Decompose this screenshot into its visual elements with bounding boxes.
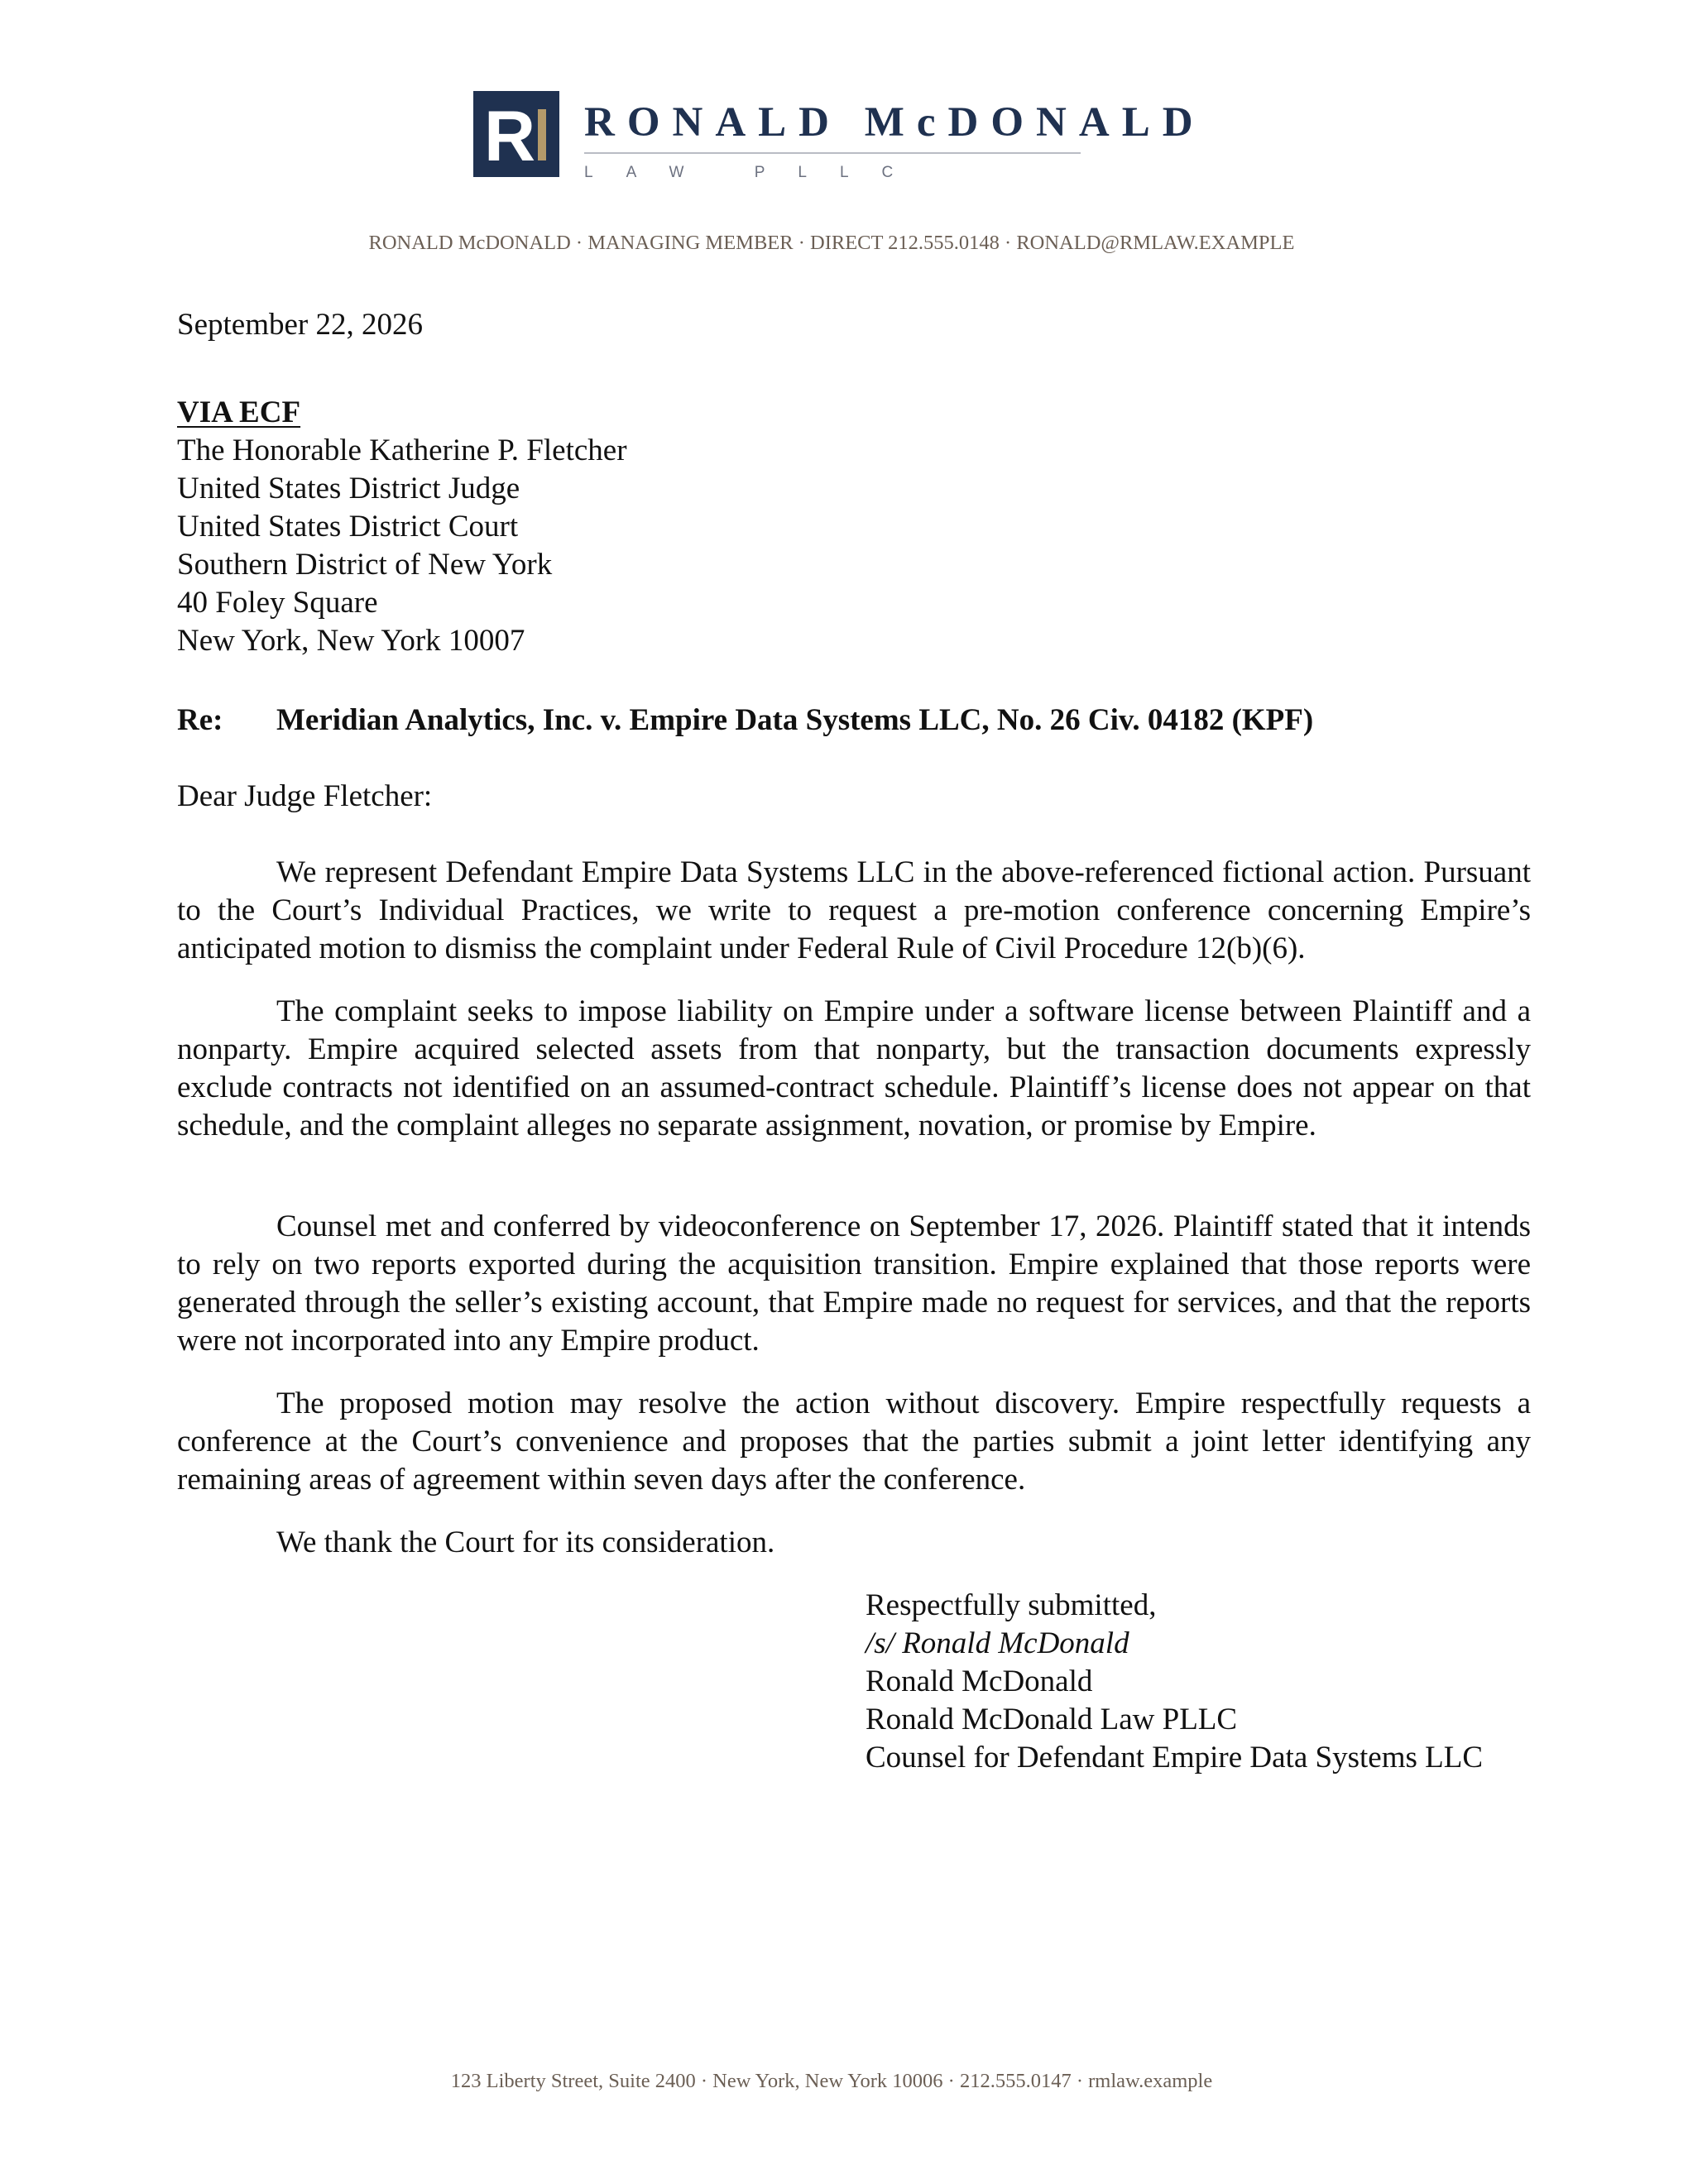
- logo-gold-bar: [538, 109, 546, 160]
- e-signature: /s/ Ronald McDonald: [866, 1626, 1129, 1660]
- firm-name: RONALD McDONALD: [584, 99, 1206, 146]
- signature-block: [866, 1587, 1511, 1777]
- closing: Respectfully submitted,: [866, 1588, 1157, 1622]
- body-paragraph: We thank the Court for its consideration.: [276, 1525, 775, 1559]
- re-label: Re:: [177, 703, 223, 737]
- body-paragraph: The proposed motion may resolve the action without discovery. Empire respectfully requests a conference at the Court’s convenience and proposes that the parties submit a joint letter identifying any remaining areas of agreement within seven days after the conference.: [177, 1387, 1531, 1497]
- signer-name: Ronald McDonald: [866, 1664, 1093, 1698]
- brand-divider: [584, 152, 1081, 154]
- recipient-line: New York, New York 10007: [177, 624, 525, 658]
- footer-address: 123 Liberty Street, Suite 2400 · New York, New York 10006 · 212.555.0147 · rmlaw.example: [450, 2070, 1213, 2092]
- letter-date: September 22, 2026: [177, 308, 423, 342]
- recipient-line: 40 Foley Square: [177, 586, 378, 620]
- re-line: [177, 702, 1313, 740]
- firm-subtitle: LAW PLLC: [584, 164, 927, 181]
- recipient-line: United States District Judge: [177, 472, 520, 505]
- body-paragraph: We represent Defendant Empire Data Systems LLC in the above-referenced fictional action. Pursuant to the Court’s Individual Practices, we write to request a pre-motion conference concerning Empire’s anticipated motion to dismiss the complaint under Federal Rule of Civil Procedure 12(b)(6).: [177, 855, 1531, 965]
- rm-monogram-logo-graphic: [473, 91, 559, 177]
- body-paragraph: The complaint seeks to impose liability on Empire under a software license between Plaintiff and a nonparty. Empire acquired selected assets from that nonparty, but the transaction documents expressly exclude contracts not identified on an assumed-contract schedule. Plaintiff’s license does not appear on that schedule, and the complaint alleges no separate assignment, novation, or promise by Empire.: [177, 994, 1531, 1142]
- recipient-line: The Honorable Katherine P. Fletcher: [177, 433, 627, 467]
- signer-firm: Ronald McDonald Law PLLC: [866, 1703, 1238, 1736]
- salutation: Dear Judge Fletcher:: [177, 779, 433, 813]
- logo-letter: R: [483, 97, 536, 176]
- recipient-line: United States District Court: [177, 510, 519, 544]
- recipient-line: Southern District of New York: [177, 548, 553, 582]
- body-paragraph: Counsel met and conferred by videoconference on September 17, 2026. Plaintiff stated that it intends to rely on two reports exported during the acquisition transition. Empire explained that those reports were generated through the seller’s existing account, that Empire made no request for services, and that the reports were not incorporated into any Empire product.: [177, 1209, 1531, 1358]
- delivery-method: VIA ECF: [177, 395, 301, 429]
- contact-line: RONALD McDONALD · MANAGING MEMBER · DIRECT 212.555.0148 · RONALD@RMLAW.EXAMPLE: [368, 232, 1295, 254]
- signer-role: Counsel for Defendant Empire Data Systems LLC: [866, 1741, 1483, 1774]
- rm-monogram-logo: [473, 91, 559, 177]
- re-subject: Meridian Analytics, Inc. v. Empire Data Systems LLC, No. 26 Civ. 04182 (KPF): [276, 703, 1314, 737]
- recipient-address: [177, 432, 627, 660]
